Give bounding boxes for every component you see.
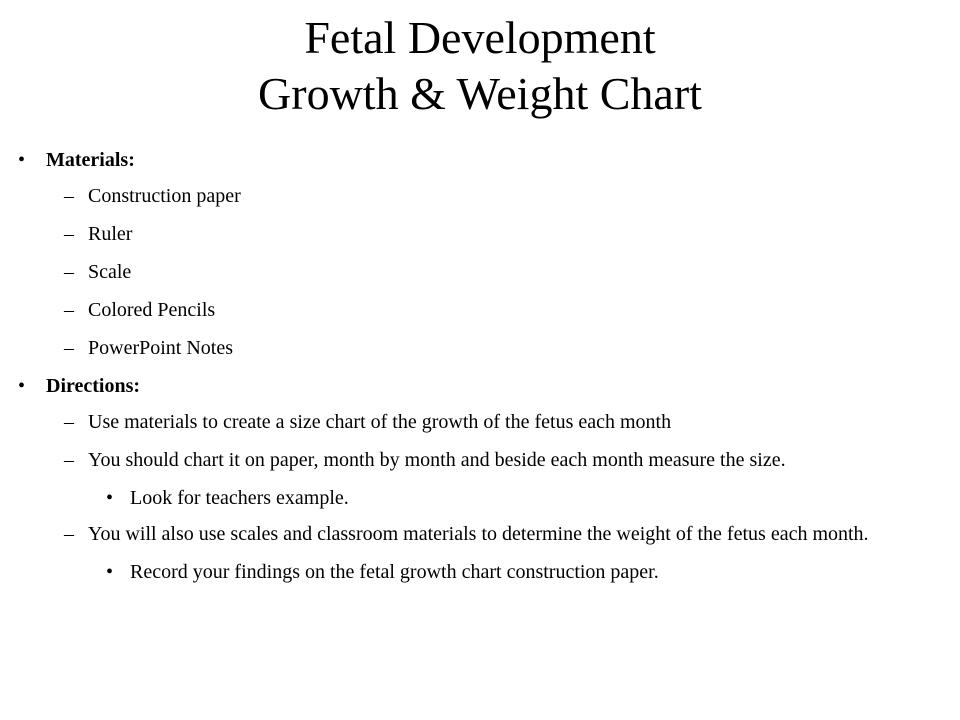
bullet-icon: • — [106, 561, 114, 583]
list-item — [0, 296, 960, 324]
dash-icon: – — [64, 411, 74, 433]
list-item — [0, 484, 960, 512]
dash-icon: – — [64, 299, 74, 321]
directions-heading-text: Directions: — [46, 375, 141, 397]
list-item — [0, 446, 960, 474]
direction-step: Use materials to create a size chart of the growth of the fetus each month — [88, 411, 672, 433]
bullet-icon: • — [18, 375, 26, 397]
bullet-icon: • — [18, 149, 26, 171]
materials-heading — [0, 146, 960, 174]
material-item: Colored Pencils — [88, 299, 216, 321]
materials-heading-text: Materials: — [46, 149, 135, 171]
title-line-2: Growth & Weight Chart — [258, 68, 702, 119]
list-item — [0, 258, 960, 286]
directions-heading — [0, 372, 960, 400]
dash-icon: – — [64, 185, 74, 207]
material-item: Ruler — [88, 223, 133, 245]
direction-step: You will also use scales and classroom materials to determine the weight of the fetus each month. — [88, 523, 869, 545]
list-item — [0, 408, 960, 436]
list-item — [0, 220, 960, 248]
dash-icon: – — [64, 337, 74, 359]
dash-icon: – — [64, 223, 74, 245]
dash-icon: – — [64, 449, 74, 471]
list-item — [0, 520, 960, 548]
slide-body — [0, 146, 960, 594]
list-item — [0, 182, 960, 210]
material-item: Scale — [88, 261, 132, 283]
material-item: PowerPoint Notes — [88, 337, 233, 359]
title-line-1: Fetal Development — [304, 12, 656, 63]
dash-icon: – — [64, 523, 74, 545]
bullet-icon: • — [106, 487, 114, 509]
list-item — [0, 558, 960, 586]
slide-title — [0, 10, 960, 122]
dash-icon: – — [64, 261, 74, 283]
direction-substep: Record your findings on the fetal growth chart construction paper. — [130, 561, 659, 583]
direction-step: You should chart it on paper, month by month and beside each month measure the size. — [88, 449, 786, 471]
direction-substep: Look for teachers example. — [130, 487, 349, 509]
list-item — [0, 334, 960, 362]
material-item: Construction paper — [88, 185, 241, 207]
